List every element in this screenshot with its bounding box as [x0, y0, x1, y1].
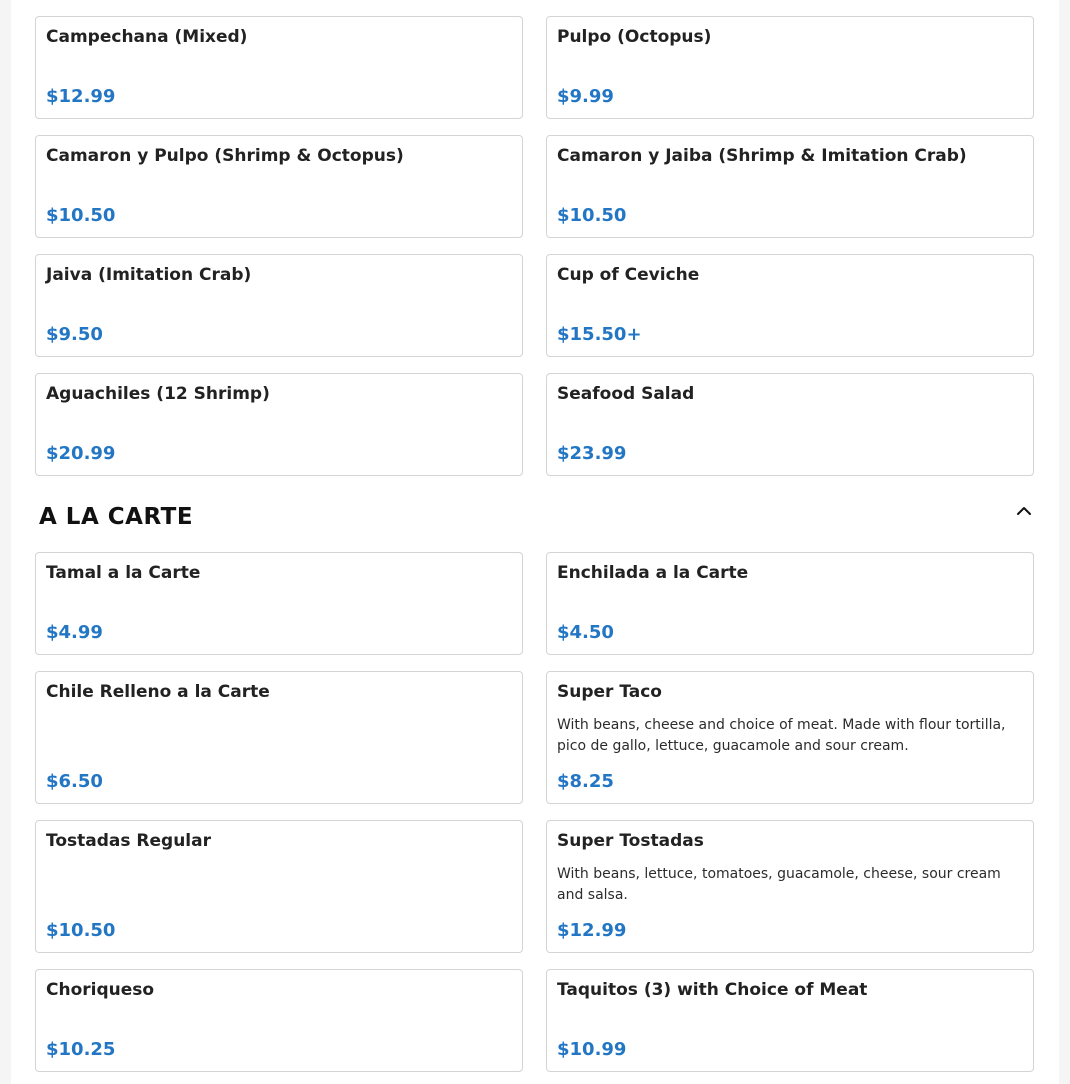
- menu-item-card[interactable]: [546, 969, 1034, 1072]
- item-name: Aguachiles (12 Shrimp): [46, 384, 270, 404]
- menu-item-card[interactable]: [35, 552, 523, 655]
- menu-item-card[interactable]: [35, 254, 523, 357]
- item-price: $12.99: [46, 86, 116, 107]
- a-la-carte-items-grid: [35, 552, 1034, 1072]
- item-price: $8.25: [557, 771, 614, 792]
- item-name: Pulpo (Octopus): [557, 27, 712, 47]
- menu-items-grid: [35, 16, 1034, 476]
- item-name: Chile Relleno a la Carte: [46, 682, 270, 702]
- section-title: A LA CARTE: [39, 504, 194, 530]
- chevron-up-icon[interactable]: [1014, 501, 1034, 521]
- item-name: Seafood Salad: [557, 384, 695, 404]
- item-price: $20.99: [46, 443, 116, 464]
- item-price: $9.50: [46, 324, 103, 345]
- item-description: With beans, lettuce, tomatoes, guacamole, cheese, sour cream and salsa.: [557, 866, 1001, 903]
- menu-item-card[interactable]: [35, 671, 523, 804]
- item-name: Tostadas Regular: [46, 831, 211, 851]
- item-price: $10.50: [46, 920, 116, 941]
- item-name: Camaron y Jaiba (Shrimp & Imitation Crab): [557, 146, 967, 166]
- item-description: With beans, cheese and choice of meat. Made with flour tortilla, pico de gallo, lettuce, guacamole and sour cream.: [557, 717, 1006, 754]
- menu-item-card[interactable]: [35, 16, 523, 119]
- section-header-a-la-carte[interactable]: [39, 500, 1034, 534]
- item-price: $12.99: [557, 920, 627, 941]
- item-name: Cup of Ceviche: [557, 265, 700, 285]
- item-name: Campechana (Mixed): [46, 27, 248, 47]
- menu-item-card[interactable]: [546, 820, 1034, 953]
- menu-item-card[interactable]: [35, 135, 523, 238]
- item-name: Camaron y Pulpo (Shrimp & Octopus): [46, 146, 404, 166]
- item-name: Enchilada a la Carte: [557, 563, 749, 583]
- menu-item-card[interactable]: [546, 254, 1034, 357]
- menu-item-card[interactable]: [546, 16, 1034, 119]
- menu-item-card[interactable]: [546, 373, 1034, 476]
- menu-item-card[interactable]: [546, 552, 1034, 655]
- menu-item-card[interactable]: [35, 969, 523, 1072]
- item-name: Super Tostadas: [557, 831, 704, 851]
- item-name: Choriqueso: [46, 980, 155, 1000]
- item-price: $4.50: [557, 622, 614, 643]
- item-price: $10.25: [46, 1039, 116, 1060]
- menu-page: [11, 0, 1059, 1084]
- menu-item-card[interactable]: [35, 820, 523, 953]
- menu-item-card[interactable]: [546, 671, 1034, 804]
- item-name: Taquitos (3) with Choice of Meat: [557, 980, 868, 1000]
- item-name: Tamal a la Carte: [46, 563, 201, 583]
- item-price: $10.50: [557, 205, 627, 226]
- menu-item-card[interactable]: [35, 373, 523, 476]
- item-price: $23.99: [557, 443, 627, 464]
- item-price: $6.50: [46, 771, 103, 792]
- menu-item-card[interactable]: [546, 135, 1034, 238]
- item-price: $10.99: [557, 1039, 627, 1060]
- item-name: Jaiva (Imitation Crab): [46, 265, 252, 285]
- item-price: $4.99: [46, 622, 103, 643]
- item-price: $9.99: [557, 86, 614, 107]
- item-price: $15.50+: [557, 324, 642, 345]
- item-price: $10.50: [46, 205, 116, 226]
- item-name: Super Taco: [557, 682, 662, 702]
